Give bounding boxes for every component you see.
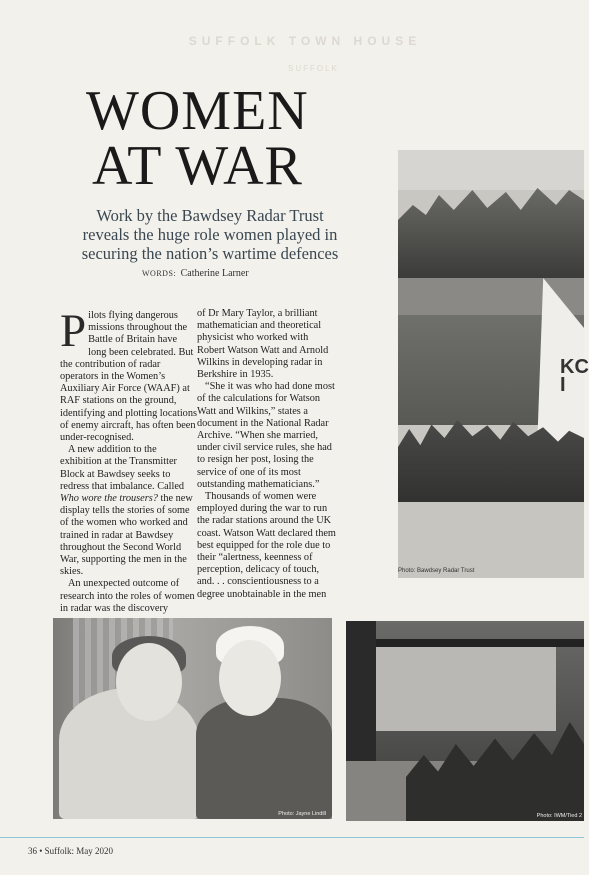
photo-beam [346, 639, 584, 647]
photo-two-women [53, 618, 332, 819]
byline [142, 268, 312, 279]
photo-credit: Photo: IWM/Tied 2 [536, 813, 582, 819]
title-line-1: WOMEN [86, 80, 309, 142]
photo-credit: Photo: Bawdsey Radar Trust [398, 568, 475, 574]
sail-number: KC I [560, 356, 589, 396]
paragraph: An unexpected outcome of research into the roles of women in radar was the discovery [60, 578, 195, 614]
paragraph: Thousands of women were employed during the war to run the radar stations around the UK coast. Watson Watt declared them best equipped for the role due to their “alertness, keenness of perception, delicacy of touch, and. . . conscientiousness to a degree unobtainable in the men [197, 491, 336, 600]
exhibition-title: Who wore the trousers? [60, 493, 158, 505]
ghost-subheader: SUFFOLK [288, 64, 339, 73]
paragraph-text: A new addition to the exhibition at the Transmitter Block at Bawdsey seeks to redress that imbalance. Called [60, 444, 185, 492]
body-column-1 [60, 305, 197, 615]
standfirst: Work by the Bawdsey Radar Trust reveals the huge role women played in securing the nation’s wartime defences [81, 206, 339, 263]
ghost-header: SUFFOLK TOWN HOUSE [188, 34, 422, 48]
photo-trees [398, 180, 584, 280]
photo-sky [398, 150, 584, 190]
article-title [86, 80, 326, 197]
photo-radar-operators [346, 621, 584, 821]
title-line-2: AT WAR [92, 135, 303, 197]
paragraph [60, 305, 197, 444]
paragraph [60, 444, 197, 578]
body-column-2 [197, 308, 336, 601]
photo-face-left [116, 643, 182, 721]
paragraph-text: the new display tells the stories of some of the women who worked and trained in radar at Bawdsey throughout the Second World War, supporting the men in the skies. [60, 493, 193, 578]
photo-sailing-crowd [398, 150, 589, 578]
photo-face-right [219, 640, 281, 716]
paragraph-text: ilots flying dangerous missions throughout the Battle of Britain have long been celebrated. But the contribution of radar operators in the Women’s Auxiliary Air Force (WAAF) at RAF stations on the ground, identifying and plotting locations of enemy aircraft, has often been under-recognised. [60, 310, 197, 444]
byline-label: WORDS: [142, 269, 177, 278]
photo-wall [376, 641, 556, 731]
drop-cap: P [60, 305, 87, 357]
paragraph: of Dr Mary Taylor, a brilliant mathematician and theoretical physicist who worked with Robert Watson Watt and Arnold Wilkins in developing radar in Berkshire in 1935. [197, 308, 329, 381]
footer-rule [0, 837, 584, 838]
paragraph: “She it was who had done most of the calculations for Watson Watt and Wilkins,” states a document in the National Radar Archive. “When she married, under civil service rules, she had to resign her post, losing the service of one of its most outstanding mathematicians.” [197, 381, 335, 490]
photo-woman-right [196, 698, 332, 819]
photo-ground [398, 502, 584, 578]
photo-credit: Photo: Jayne Lindill [278, 811, 326, 817]
page-folio: 36 • Suffolk: May 2020 [28, 846, 113, 856]
byline-author: Catherine Larner [180, 268, 249, 279]
